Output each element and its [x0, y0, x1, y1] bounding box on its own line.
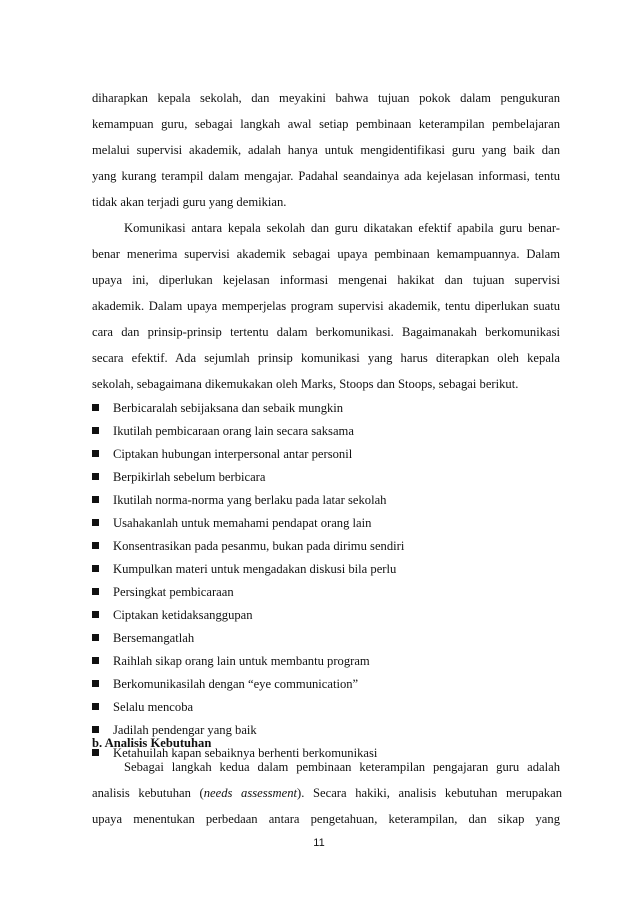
list-item: Bersemangatlah [92, 630, 194, 646]
square-bullet-icon [92, 542, 99, 549]
paragraph-line: Sebagai langkah kedua dalam pembinaan keterampilan pengajaran guru adalah [124, 760, 560, 774]
italic-term: needs assessment [203, 786, 298, 800]
list-item: Raihlah sikap orang lain untuk membantu program [92, 653, 370, 669]
square-bullet-icon [92, 680, 99, 687]
paragraph-line: diharapkan kepala sekolah, dan meyakini bahwa tujuan pokok dalam pengukuran [92, 91, 560, 105]
paragraph-line: kemampuan guru, sebagai langkah awal setiap pembinaan keterampilan pembelajaran [92, 117, 560, 131]
square-bullet-icon [92, 657, 99, 664]
list-item: Ikutilah pembicaraan orang lain secara saksama [92, 423, 354, 439]
paragraph-line: Komunikasi antara kepala sekolah dan guru dikatakan efektif apabila guru benar- [124, 221, 560, 235]
list-item: Konsentrasikan pada pesanmu, bukan pada dirimu sendiri [92, 538, 404, 554]
square-bullet-icon [92, 634, 99, 641]
list-item: Usahakanlah untuk memahami pendapat orang lain [92, 515, 371, 531]
square-bullet-icon [92, 519, 99, 526]
paragraph-line: upaya menentukan perbedaan antara pengetahuan, keterampilan, dan sikap yang [92, 812, 560, 826]
page-number: 11 [313, 837, 325, 849]
paragraph-line: upaya ini, diperlukan kejelasan informasi mengenai hakikat dan tujuan supervisi [92, 273, 560, 287]
section-heading: b. Analisis Kebutuhan [92, 736, 212, 750]
square-bullet-icon [92, 703, 99, 710]
paragraph-line: cara dan prinsip-prinsip tertentu dalam berkomunikasi. Bagaimanakah berkomunikasi [92, 325, 560, 339]
square-bullet-icon [92, 565, 99, 572]
paragraph-line: melalui supervisi akademik, adalah hanya untuk mengidentifikasi guru yang baik dan [92, 143, 560, 157]
list-item: Ciptakan ketidaksanggupan [92, 607, 253, 623]
square-bullet-icon [92, 473, 99, 480]
list-item: Berbicaralah sebijaksana dan sebaik mungkin [92, 400, 343, 416]
square-bullet-icon [92, 404, 99, 411]
paragraph-line: akademik. Dalam upaya memperjelas program supervisi akademik, tentu diperlukan suatu [92, 299, 560, 313]
list-item: Jadilah pendengar yang baik [92, 722, 257, 738]
paragraph-line: secara efektif. Ada sejumlah prinsip komunikasi yang harus diterapkan oleh kepala [92, 351, 560, 365]
paragraph-line: analisis kebutuhan (needs assessment). Secara hakiki, analisis kebutuhan merupakan [92, 786, 562, 800]
square-bullet-icon [92, 726, 99, 733]
square-bullet-icon [92, 450, 99, 457]
square-bullet-icon [92, 427, 99, 434]
list-item: Berkomunikasilah dengan “eye communication” [92, 676, 358, 692]
square-bullet-icon [92, 611, 99, 618]
list-item: Ikutilah norma-norma yang berlaku pada latar sekolah [92, 492, 386, 508]
square-bullet-icon [92, 496, 99, 503]
list-item: Persingkat pembicaraan [92, 584, 234, 600]
list-item: Selalu mencoba [92, 699, 193, 715]
paragraph-line: sekolah, sebagaimana dikemukakan oleh Marks, Stoops dan Stoops, sebagai berikut. [92, 377, 519, 391]
paragraph-line: tidak akan terjadi guru yang demikian. [92, 195, 287, 209]
list-item: Ketahuilah kapan sebaiknya berhenti berkomunikasi [92, 745, 377, 761]
paragraph-line: yang kurang terampil dalam mengajar. Padahal seandainya ada kejelasan informasi, tentu [92, 169, 560, 183]
list-item: Berpikirlah sebelum berbicara [92, 469, 265, 485]
list-item: Ciptakan hubungan interpersonal antar personil [92, 446, 352, 462]
square-bullet-icon [92, 588, 99, 595]
list-item: Kumpulkan materi untuk mengadakan diskusi bila perlu [92, 561, 396, 577]
paragraph-line: benar menerima supervisi akademik sebagai upaya pembinaan kemampuannya. Dalam [92, 247, 560, 261]
